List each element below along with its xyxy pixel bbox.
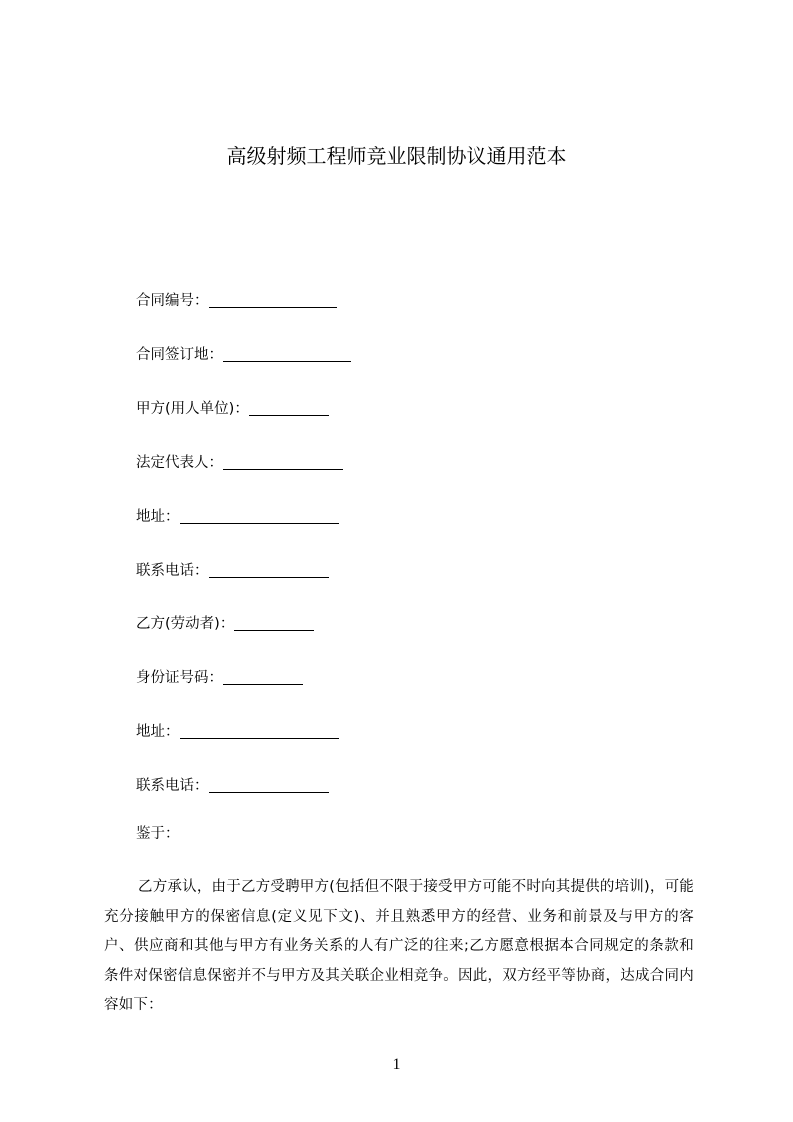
party-b-phone-blank[interactable]	[209, 776, 329, 793]
party-a-field	[136, 398, 329, 420]
page-number: 1	[392, 1056, 401, 1073]
field-label: 合同编号：	[136, 293, 209, 309]
document-title: 高级射频工程师竞业限制协议通用范本	[226, 144, 567, 168]
party-a-address-blank[interactable]	[180, 507, 339, 524]
field-label: 乙方(劳动者)：	[136, 616, 235, 632]
legal-representative-blank[interactable]	[223, 453, 343, 470]
signing-place-field	[136, 344, 351, 366]
party-a-address-field	[136, 506, 339, 528]
party-b-address-field	[136, 721, 339, 743]
party-a-phone-blank[interactable]	[209, 561, 329, 578]
party-b-field	[136, 613, 314, 635]
signing-place-blank[interactable]	[223, 345, 351, 362]
party-a-phone-field	[136, 560, 329, 582]
field-label: 甲方(用人单位)：	[136, 401, 249, 417]
party-b-address-blank[interactable]	[180, 722, 339, 739]
contract-number-field	[136, 290, 337, 312]
legal-representative-field	[136, 452, 343, 474]
field-label: 地址：	[136, 724, 180, 740]
whereas-heading	[136, 823, 180, 845]
contract-number-blank[interactable]	[209, 291, 337, 308]
field-label: 联系电话：	[136, 563, 209, 579]
party-b-blank[interactable]	[234, 614, 314, 631]
party-b-phone-field	[136, 775, 329, 797]
whereas-paragraph: 乙方承认，由于乙方受聘甲方(包括但不限于接受甲方可能不时向其提供的培训)，可能充分接触甲方的保密信息(定义见下文)、并且熟悉甲方的经营、业务和前景及与甲方的客户、供应商和其他与甲方有业务关系的人有广泛的往来;乙方愿意根据本合同规定的条款和条件对保密信息保密并不与甲方及其关联企业相竞争。因此，双方经平等协商，达成合同内容如下：	[104, 879, 694, 1013]
field-label: 身份证号码：	[136, 670, 223, 686]
field-label: 合同签订地：	[136, 347, 223, 363]
party-a-blank[interactable]	[249, 399, 329, 416]
field-label: 地址：	[136, 509, 180, 525]
field-label: 法定代表人：	[136, 455, 223, 471]
whereas-label: 鉴于：	[136, 826, 180, 842]
id-number-blank[interactable]	[223, 668, 303, 685]
id-number-field	[136, 667, 303, 689]
field-label: 联系电话：	[136, 778, 209, 794]
